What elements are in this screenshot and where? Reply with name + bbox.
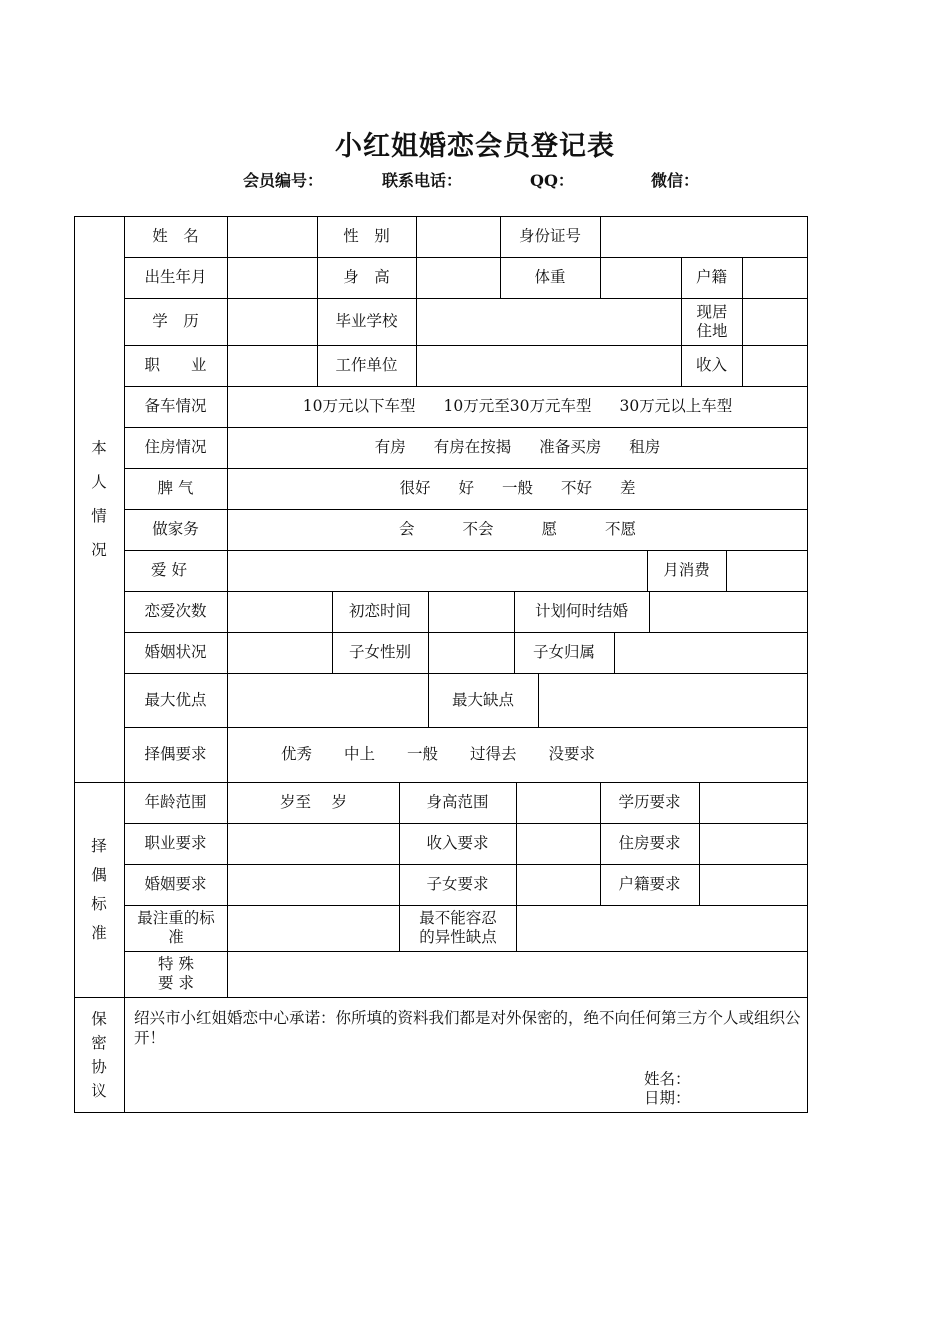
name-label: 姓 名 xyxy=(152,227,199,245)
sign-name-label: 姓名： xyxy=(644,1070,691,1088)
education-label: 学 历 xyxy=(152,312,199,330)
height-range-label: 身高范围 xyxy=(426,793,489,811)
id-no-field[interactable] xyxy=(601,216,807,257)
chores-label: 做家务 xyxy=(152,520,199,538)
section-privacy-label: 保 密 协 议 xyxy=(91,1009,107,1100)
child-custody-label: 子女归属 xyxy=(532,643,595,661)
hukou-req-label: 户籍要求 xyxy=(618,875,681,893)
first-love-label: 初恋时间 xyxy=(348,602,411,620)
gender-field[interactable] xyxy=(416,216,500,257)
age-range-label: 年龄范围 xyxy=(144,793,207,811)
strength-label: 最大优点 xyxy=(144,690,207,709)
temper-options[interactable]: 很好 好 一般 不好 差 xyxy=(399,479,636,497)
section-self-label: 本 人 情 况 xyxy=(91,439,107,559)
marry-plan-label: 计划何时结婚 xyxy=(534,602,628,620)
height-label: 身 高 xyxy=(343,268,390,286)
child-gender-label: 子女性别 xyxy=(348,643,411,661)
marital-label: 婚姻状况 xyxy=(144,643,207,661)
income-req-label: 收入要求 xyxy=(426,834,489,852)
job-label: 职 业 xyxy=(144,356,207,374)
intolerable-label: 最不能容忍的异性缺点 xyxy=(419,909,497,946)
weight-label: 体重 xyxy=(534,268,566,286)
mate-req-label: 择偶要求 xyxy=(144,745,207,763)
birth-label: 出生年月 xyxy=(144,268,207,286)
name-field[interactable] xyxy=(228,216,317,257)
car-options[interactable]: 10万元以下车型 10万元至30万元车型 30万元以上车型 xyxy=(302,397,733,415)
age-range-field[interactable]: 岁至 岁 xyxy=(280,793,347,811)
chores-options[interactable]: 会 不会 愿 不愿 xyxy=(398,520,637,538)
employer-label: 工作单位 xyxy=(335,356,398,374)
love-count-label: 恋爱次数 xyxy=(144,602,207,620)
top-standard-label: 最注重的标准 xyxy=(137,909,215,946)
child-req-label: 子女要求 xyxy=(426,875,489,893)
job-req-label: 职业要求 xyxy=(144,834,207,852)
car-label: 备车情况 xyxy=(144,397,207,415)
special-req-label: 特 殊 要 求 xyxy=(158,955,194,992)
privacy-text: 绍兴市小红姐婚恋中心承诺：你所填的资料我们都是对外保密的，绝不向任何第三方个人或组织公开！ xyxy=(134,1009,801,1047)
registration-table xyxy=(74,216,808,1113)
qq-label: QQ： xyxy=(530,171,574,190)
member-no-label: 会员编号： xyxy=(243,171,324,190)
weakness-label: 最大缺点 xyxy=(451,690,514,709)
residence-label: 现居住地 xyxy=(696,302,728,340)
housing-label: 住房情况 xyxy=(144,438,207,456)
gender-label: 性 别 xyxy=(343,227,390,245)
hobby-label: 爱 好 xyxy=(151,561,187,579)
income-label: 收入 xyxy=(695,356,727,374)
mate-req-options[interactable]: 优秀 中上 一般 过得去 没要求 xyxy=(280,745,596,763)
id-no-label: 身份证号 xyxy=(518,227,581,245)
marital-req-label: 婚姻要求 xyxy=(144,875,207,893)
housing-req-label: 住房要求 xyxy=(618,834,681,852)
phone-label: 联系电话： xyxy=(382,171,463,190)
section-partner-label: 择 偶 标 准 xyxy=(91,836,107,942)
monthly-spend-label: 月消费 xyxy=(663,561,710,579)
sign-date-label: 日期： xyxy=(644,1089,691,1107)
form-title: 小红姐婚恋会员登记表 xyxy=(335,131,615,162)
school-label: 毕业学校 xyxy=(335,312,398,330)
wechat-label: 微信： xyxy=(651,171,700,190)
temper-label: 脾 气 xyxy=(157,479,194,497)
housing-options[interactable]: 有房 有房在按揭 准备买房 租房 xyxy=(374,438,661,456)
edu-req-label: 学历要求 xyxy=(618,793,681,811)
hukou-label: 户籍 xyxy=(695,268,727,286)
